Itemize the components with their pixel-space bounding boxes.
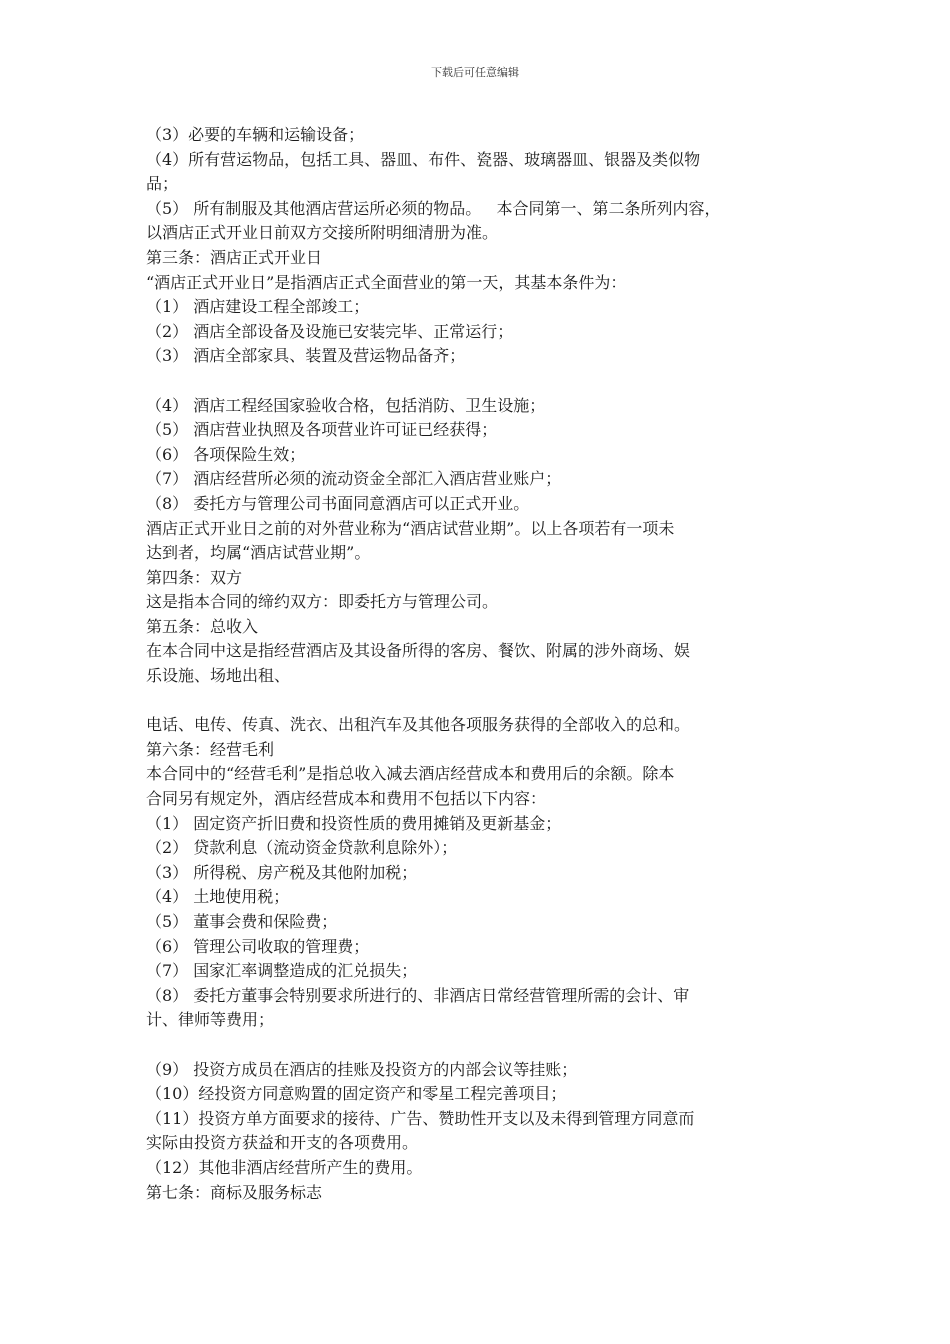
text-line: （5） 董事会费和保险费；	[146, 912, 338, 931]
text-line: 乐设施、场地出租、	[146, 666, 291, 686]
text-line: 本合同中的“经营毛利”是指总收入减去酒店经营成本和费用后的余额。除本	[146, 764, 675, 784]
text-line: （3） 所得税、房产税及其他附加税；	[146, 862, 418, 882]
text-line: （11）投资方单方面要求的接待、广告、赞助性开支以及未得到管理方同意而	[146, 1108, 695, 1128]
text-line: （2） 酒店全部设备及设施已安装完毕、正常运行；	[146, 321, 514, 341]
text-line: （3）必要的车辆和运输设备；	[146, 125, 365, 144]
text-line: 合同另有规定外，酒店经营成本和费用不包括以下内容：	[146, 789, 547, 809]
text-line: 第七条：商标及服务标志	[146, 1182, 323, 1202]
text-line: 电话、电传、传真、洗衣、出租汽车及其他各项服务获得的全部收入的总和。	[146, 715, 691, 735]
text-line: 在本合同中这是指经营酒店及其设备所得的客房、餐饮、附属的涉外商场、娱	[146, 641, 691, 661]
text-line: 酒店正式开业日之前的对外营业称为“酒店试营业期”。以上各项若有一项未	[146, 518, 675, 538]
text-line: （5） 酒店营业执照及各项营业许可证已经获得；	[146, 420, 498, 440]
text-line: （4） 土地使用税；	[146, 887, 290, 907]
text-line: （1） 固定资产折旧费和投资性质的费用摊销及更新基金；	[146, 813, 562, 833]
text-line: （5） 所有制服及其他酒店营运所必须的物品。 本合同第一、第二条所列内容，	[146, 198, 721, 218]
text-line: （7） 酒店经营所必须的流动资金全部汇入酒店营业账户；	[146, 469, 562, 489]
text-line: （4） 酒店工程经国家验收合格，包括消防、卫生设施；	[146, 395, 546, 415]
blank-line	[146, 369, 810, 394]
text-line: （10）经投资方同意购置的固定资产和零星工程完善项目；	[146, 1084, 567, 1104]
text-line: 以酒店正式开业日前双方交接所附明细清册为准。	[146, 223, 499, 243]
text-line: （12）其他非酒店经营所产生的费用。	[146, 1157, 423, 1177]
text-line: （8） 委托方与管理公司书面同意酒店可以正式开业。	[146, 493, 530, 513]
text-line: “酒店正式开业日”是指酒店正式全面营业的第一天，其基本条件为：	[146, 272, 627, 292]
text-line: 实际由投资方获益和开支的各项费用。	[146, 1133, 419, 1153]
text-line: （6） 管理公司收取的管理费；	[146, 936, 370, 956]
text-line: （8） 委托方董事会特别要求所进行的、非酒店日常经营管理所需的会计、审	[146, 985, 690, 1005]
text-line: （4）所有营运物品，包括工具、器皿、布件、瓷器、玻璃器皿、银器及类似物	[146, 149, 701, 169]
blank-line	[146, 689, 810, 714]
text-line: 第六条：经营毛利	[146, 739, 275, 759]
text-line: （9） 投资方成员在酒店的挂账及投资方的内部会议等挂账；	[146, 1059, 578, 1079]
text-line: 第五条：总收入	[146, 616, 259, 636]
document-body	[146, 123, 810, 1205]
page-header-note: 下载后可任意编辑	[431, 66, 519, 79]
text-line: 第三条：酒店正式开业日	[146, 247, 323, 267]
text-line: 第四条：双方	[146, 567, 243, 587]
text-line: 达到者，均属“酒店试营业期”。	[146, 543, 371, 563]
text-line: （7） 国家汇率调整造成的汇兑损失；	[146, 961, 418, 981]
text-line: （2） 贷款利息（流动资金贷款利息除外）；	[146, 838, 458, 858]
text-line: 计、律师等费用；	[146, 1010, 275, 1030]
text-line: （1） 酒店建设工程全部竣工；	[146, 297, 370, 317]
blank-line	[146, 1033, 810, 1058]
text-line: 品；	[146, 174, 179, 194]
text-line: 这是指本合同的缔约双方：即委托方与管理公司。	[146, 592, 499, 612]
text-line: （6） 各项保险生效；	[146, 444, 306, 464]
text-line: （3） 酒店全部家具、装置及营运物品备齐；	[146, 346, 466, 366]
